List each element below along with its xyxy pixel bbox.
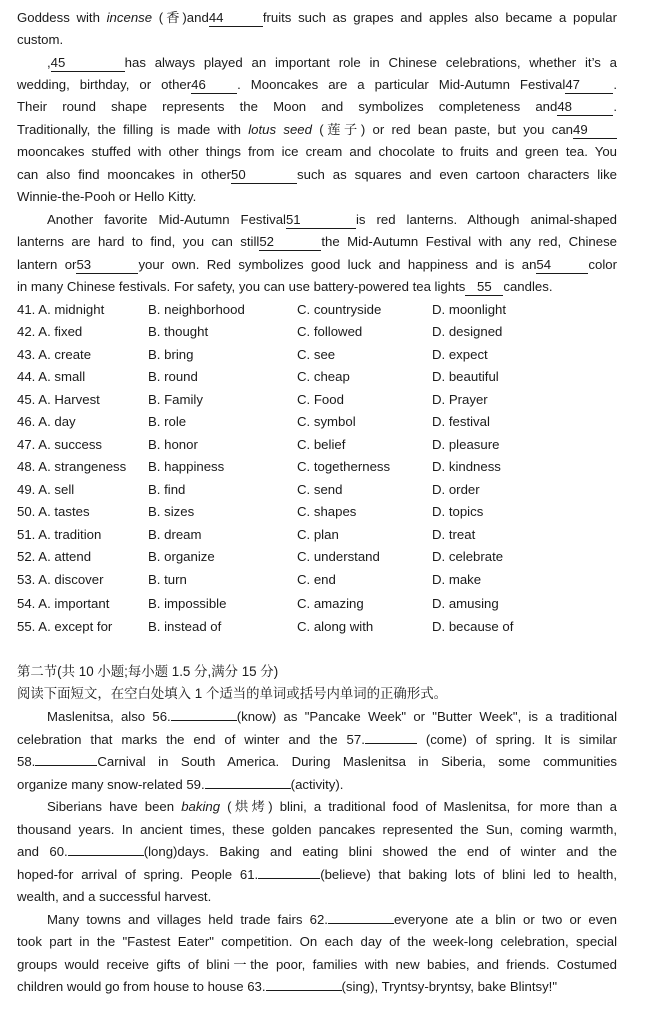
option-49-a[interactable]: 49. A. sell: [17, 482, 75, 497]
passage1-line-1: Goddess with incense (香)and44 fruits such as grapes and apples also became a popular: [17, 10, 617, 25]
option-53-b[interactable]: B. turn: [148, 572, 187, 587]
option-41-c[interactable]: C. countryside: [297, 302, 382, 317]
option-43-a[interactable]: 43. A. create: [17, 347, 92, 362]
option-42-b[interactable]: B. thought: [148, 324, 209, 339]
option-53-c[interactable]: C. end: [297, 572, 336, 587]
blank-63[interactable]: [266, 990, 342, 991]
blank-62[interactable]: [328, 923, 394, 924]
option-52-b[interactable]: B. organize: [148, 549, 215, 564]
passage2-line-2: celebration that marks the end of winter and the 57. (come) of spring. It is similar: [17, 732, 617, 747]
option-42-a[interactable]: 42. A. fixed: [17, 324, 83, 339]
passage2-line-5: Siberians have been baking (烘烤) blini, a traditional food of Maslenitsa, for more than a: [47, 799, 617, 814]
option-50-d[interactable]: D. topics: [432, 504, 484, 519]
blank-54[interactable]: 54: [536, 257, 588, 274]
option-41-b[interactable]: B. neighborhood: [148, 302, 245, 317]
option-51-c[interactable]: C. plan: [297, 527, 339, 542]
option-50-c[interactable]: C. shapes: [297, 504, 357, 519]
option-54-d[interactable]: D. amusing: [432, 596, 499, 611]
passage2-line-1: Maslenitsa, also 56. (know) as "Pancake Week" or "Butter Week", is a traditional: [47, 709, 617, 724]
option-51-b[interactable]: B. dream: [148, 527, 202, 542]
blank-58[interactable]: [35, 765, 97, 766]
option-43-d[interactable]: D. expect: [432, 347, 488, 362]
passage2-line-13: children would go from house to house 63. (sing), Tryntsy-bryntsy, bake Blintsy!": [17, 979, 558, 994]
passage2-line-9: wealth, and a successful harvest.: [17, 889, 212, 904]
blank-52[interactable]: 52: [259, 234, 321, 251]
option-46-d[interactable]: D. festival: [432, 414, 490, 429]
option-50-a[interactable]: 50. A. tastes: [17, 504, 90, 519]
option-41-d[interactable]: D. moonlight: [432, 302, 507, 317]
option-46-c[interactable]: C. symbol: [297, 414, 356, 429]
option-49-c[interactable]: C. send: [297, 482, 343, 497]
blank-49[interactable]: 49: [573, 122, 617, 139]
section2-instruction: 阅读下面短文，在空白处填入 1 个适当的单词或括号内单词的正确形式。: [17, 686, 447, 701]
option-45-a[interactable]: 45. A. Harvest: [17, 392, 100, 407]
blank-44[interactable]: 44: [209, 10, 263, 27]
passage2-line-12: groups would receive gifts of blini一the poor, families with new babies, and friends. Costumed: [17, 957, 617, 972]
option-42-c[interactable]: C. followed: [297, 324, 363, 339]
option-50-b[interactable]: B. sizes: [148, 504, 195, 519]
passage1-line-4: wedding, birthday, or other46 . Mooncakes are a particular Mid-Autumn Festival47 .: [17, 77, 617, 92]
passage1-line-3: ,45 has always played an important role in Chinese celebrations, whether it’s a: [47, 55, 617, 70]
option-51-d[interactable]: D. treat: [432, 527, 476, 542]
option-53-d[interactable]: D. make: [432, 572, 482, 587]
option-48-c[interactable]: C. togetherness: [297, 459, 391, 474]
passage1-line-7: mooncakes stuffed with other things from ice cream and chocolate to fruits and green tea. You: [17, 144, 617, 159]
option-49-d[interactable]: D. order: [432, 482, 480, 497]
passage1-line-6: Traditionally, the filling is made with lotus seed (莲子) or red bean paste, but you can49: [17, 119, 617, 141]
option-47-c[interactable]: C. belief: [297, 437, 346, 452]
blank-59[interactable]: [205, 788, 291, 789]
passage2-line-10: Many towns and villages held trade fairs 62. everyone ate a blin or two or even: [47, 912, 617, 927]
blank-46[interactable]: 46: [191, 77, 237, 94]
option-41-a[interactable]: 41. A. midnight: [17, 302, 105, 317]
option-48-d[interactable]: D. kindness: [432, 459, 501, 474]
blank-61[interactable]: [258, 878, 320, 879]
option-43-c[interactable]: C. see: [297, 347, 336, 362]
option-45-d[interactable]: D. Prayer: [432, 392, 488, 407]
option-45-c[interactable]: C. Food: [297, 392, 344, 407]
blank-55[interactable]: 55: [465, 279, 503, 296]
passage2-line-11: took part in the "Fastest Eater" competition. On each day of the week-long celebration, special: [17, 934, 617, 949]
passage2-line-6: thousand years. In ancient times, these golden pancakes represented the Sun, coming warmth,: [17, 822, 617, 837]
option-54-b[interactable]: B. impossible: [148, 596, 227, 611]
option-48-a[interactable]: 48. A. strangeness: [17, 459, 127, 474]
option-44-b[interactable]: B. round: [148, 369, 198, 384]
blank-57[interactable]: [365, 743, 417, 744]
option-47-a[interactable]: 47. A. success: [17, 437, 103, 452]
option-45-b[interactable]: B. Family: [148, 392, 203, 407]
passage1-line-10: Another favorite Mid-Autumn Festival51 is red lanterns. Although animal-shaped: [47, 212, 617, 227]
blank-51[interactable]: 51: [286, 212, 356, 229]
option-54-c[interactable]: C. amazing: [297, 596, 364, 611]
option-48-b[interactable]: B. happiness: [148, 459, 225, 474]
option-42-d[interactable]: D. designed: [432, 324, 503, 339]
blank-60[interactable]: [68, 855, 144, 856]
option-44-c[interactable]: C. cheap: [297, 369, 350, 384]
blank-56[interactable]: [171, 720, 237, 721]
option-55-c[interactable]: C. along with: [297, 619, 374, 634]
blank-48[interactable]: 48: [557, 99, 613, 116]
option-55-b[interactable]: B. instead of: [148, 619, 222, 634]
passage2-line-7: and 60. (long)days. Baking and eating blini showed the end of winter and the: [17, 844, 617, 859]
option-53-a[interactable]: 53. A. discover: [17, 572, 104, 587]
blank-47[interactable]: 47: [565, 77, 613, 94]
option-52-a[interactable]: 52. A. attend: [17, 549, 92, 564]
option-44-a[interactable]: 44. A. small: [17, 369, 86, 384]
option-51-a[interactable]: 51. A. tradition: [17, 527, 102, 542]
option-46-a[interactable]: 46. A. day: [17, 414, 76, 429]
blank-50[interactable]: 50: [231, 167, 297, 184]
passage1-line-2: custom.: [17, 32, 64, 47]
section2-heading: 第二节(共 10 小题;每小题 1.5 分,满分 15 分): [17, 664, 279, 679]
passage1-line-11: lanterns are hard to find, you can still52 the Mid-Autumn Festival with any red, Chinese: [17, 234, 617, 249]
blank-53[interactable]: 53: [76, 257, 138, 274]
option-55-d[interactable]: D. because of: [432, 619, 514, 634]
blank-45[interactable]: 45: [51, 55, 125, 72]
option-49-b[interactable]: B. find: [148, 482, 186, 497]
option-52-c[interactable]: C. understand: [297, 549, 380, 564]
option-54-a[interactable]: 54. A. important: [17, 596, 110, 611]
passage1-line-5: Their round shape represents the Moon and symbolizes completeness and48 .: [17, 99, 617, 114]
option-44-d[interactable]: D. beautiful: [432, 369, 499, 384]
passage2-line-3: 58. Carnival in South America. During Maslenitsa in Siberia, some communities: [17, 754, 617, 769]
option-47-b[interactable]: B. honor: [148, 437, 198, 452]
option-46-b[interactable]: B. role: [148, 414, 187, 429]
option-55-a[interactable]: 55. A. except for: [17, 619, 113, 634]
passage2-line-8: hoped-for arrival of spring. People 61. (believe) that baking lots of blini led to health,: [17, 867, 617, 882]
passage1-line-9: Winnie-the-Pooh or Hello Kitty.: [17, 189, 197, 204]
passage1-line-13: in many Chinese festivals. For safety, you can use battery-powered tea lights 55 candles.: [17, 279, 553, 294]
option-52-d[interactable]: D. celebrate: [432, 549, 504, 564]
passage1-line-12: lantern or53 your own. Red symbolizes good luck and happiness and is an54 color: [17, 257, 617, 272]
option-43-b[interactable]: B. bring: [148, 347, 194, 362]
passage2-line-4: organize many snow-related 59. (activity).: [17, 777, 344, 792]
passage1-line-8: can also find mooncakes in other50 such as squares and even cartoon characters like: [17, 167, 617, 182]
option-47-d[interactable]: D. pleasure: [432, 437, 500, 452]
